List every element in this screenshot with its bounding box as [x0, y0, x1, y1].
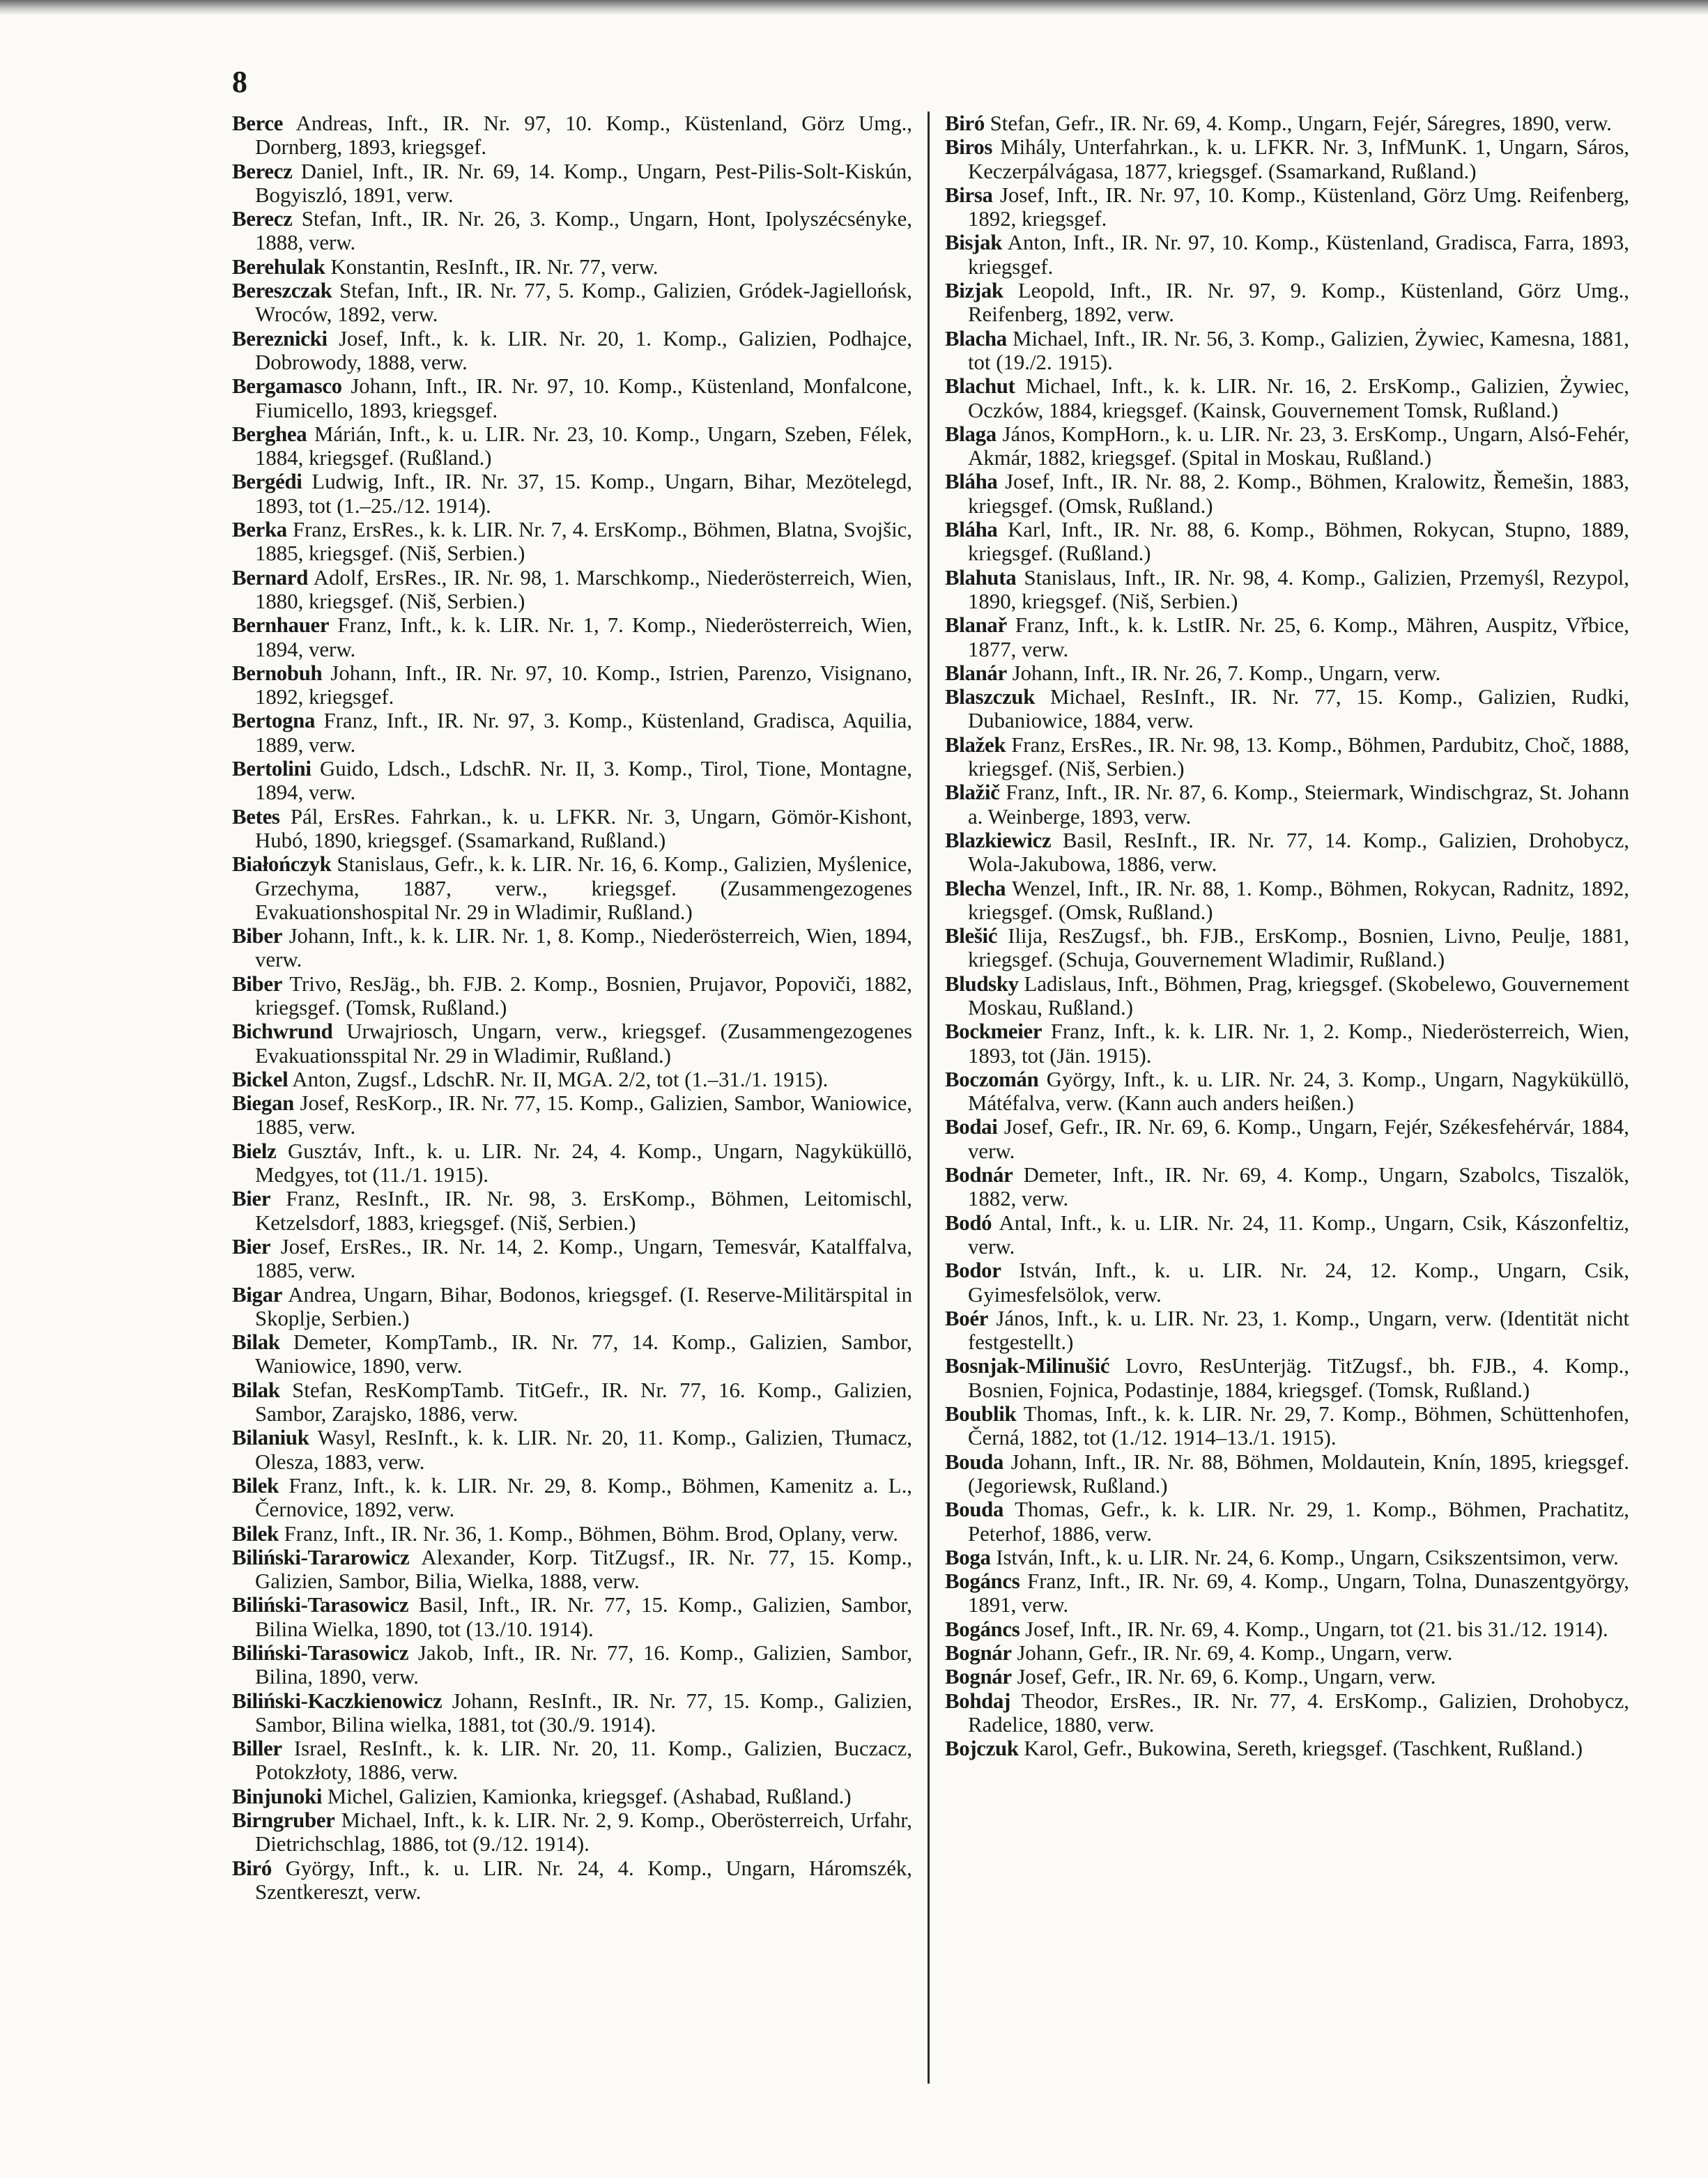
- entry-surname: Bosnjak-Milinušić: [945, 1354, 1110, 1378]
- entry-surname: Bludsky: [945, 971, 1019, 996]
- entry-surname: Bilek: [232, 1473, 279, 1498]
- entry-details: János, KompHorn., k. u. LIR. Nr. 23, 3. ErsKomp., Ungarn, Alsó-Fehér, Akmár, 1882, kriegsgef. (Spital in Moskau, Rußland.): [968, 422, 1630, 470]
- entry-surname: Berecz: [232, 159, 293, 183]
- entry-details: Anton, Zugsf., LdschR. Nr. II, MGA. 2/2, tot (1.–31./1. 1915).: [292, 1067, 829, 1091]
- entry-details: Karl, Inft., IR. Nr. 88, 6. Komp., Böhmen, Rokycan, Stupno, 1889, kriegsgef. (Rußland.): [968, 518, 1630, 566]
- casualty-entry: [945, 733, 1629, 781]
- casualty-entry: [945, 1068, 1629, 1116]
- entry-details: Michael, Inft., IR. Nr. 56, 3. Komp., Galizien, Żywiec, Kamesna, 1881, tot (19./2. 1915).: [968, 326, 1629, 374]
- casualty-entry: [945, 1259, 1629, 1307]
- entry-details: Thomas, Inft., k. k. LIR. Nr. 29, 7. Komp., Böhmen, Schüttenhofen, Černá, 1882, tot (1./12. 1914–13./1. 1915).: [968, 1402, 1629, 1450]
- entry-details: Wasyl, ResInft., k. k. LIR. Nr. 20, 11. Komp., Galizien, Tłumacz, Olesza, 1883, verw.: [255, 1426, 912, 1474]
- entry-details: Adolf, ErsRes., IR. Nr. 98, 1. Marschkomp., Niederösterreich, Wien, 1880, kriegsgef. (Niš, Serbien.): [255, 565, 912, 613]
- entry-details: Josef, Gefr., IR. Nr. 69, 6. Komp., Ungarn, Fejér, Székesfehérvár, 1884, verw.: [968, 1115, 1630, 1163]
- entry-details: Michel, Galizien, Kamionka, kriegsgef. (Ashabad, Rußland.): [327, 1784, 852, 1808]
- casualty-entry: [945, 1737, 1629, 1760]
- entry-surname: Bickel: [232, 1067, 288, 1091]
- entry-surname: Birngruber: [232, 1808, 335, 1833]
- entry-surname: Bodnár: [945, 1163, 1013, 1187]
- casualty-entry: [945, 1402, 1629, 1450]
- entry-details: György, Inft., k. u. LIR. Nr. 24, 3. Komp., Ungarn, Nagyküküllö, Mátéfalva, verw. (Kann auch anders heißen.): [968, 1067, 1629, 1116]
- column-divider: [928, 111, 930, 2084]
- casualty-entry: [945, 1689, 1629, 1737]
- casualty-entry: [945, 1307, 1629, 1355]
- casualty-entry: [945, 1354, 1629, 1402]
- entry-details: Ladislaus, Inft., Böhmen, Prag, kriegsgef. (Skobelewo, Gouvernement Moskau, Rußland.): [968, 971, 1629, 1020]
- casualty-entry: [232, 1426, 912, 1474]
- entry-surname: Berghea: [232, 422, 307, 446]
- casualty-entry: [232, 1091, 912, 1139]
- entry-details: Jakob, Inft., IR. Nr. 77, 16. Komp., Galizien, Sambor, Bilina, 1890, verw.: [255, 1641, 913, 1689]
- entry-details: Josef, Inft., IR. Nr. 69, 4. Komp., Ungarn, tot (21. bis 31./12. 1914).: [1025, 1617, 1608, 1641]
- entry-surname: Biliński-Kaczkienowicz: [232, 1688, 443, 1713]
- right-column: [945, 111, 1629, 1760]
- entry-surname: Bernobuh: [232, 661, 323, 685]
- casualty-entry: [232, 279, 912, 327]
- entry-surname: Berecz: [232, 207, 293, 231]
- entry-details: Michael, ResInft., IR. Nr. 77, 15. Komp., Galizien, Rudki, Dubaniowice, 1884, verw.: [968, 685, 1630, 733]
- entry-details: Josef, Gefr., IR. Nr. 69, 6. Komp., Ungarn, verw.: [1017, 1665, 1436, 1689]
- entry-details: Stanislaus, Inft., IR. Nr. 98, 4. Komp., Galizien, Przemyśl, Rezypol, 1890, kriegsgef. (Niš, Serbien.): [968, 565, 1629, 613]
- casualty-entry: [232, 1785, 912, 1808]
- entry-details: Lovro, ResUnterjäg. TitZugsf., bh. FJB., 4. Komp., Bosnien, Fojnica, Podastinje, 1884, kriegsgef. (Tomsk, Rußland.): [968, 1354, 1629, 1402]
- entry-surname: Boér: [945, 1306, 989, 1330]
- casualty-entry: [232, 1283, 912, 1331]
- entry-surname: Bertolini: [232, 757, 311, 781]
- entry-details: Josef, ErsRes., IR. Nr. 14, 2. Komp., Ungarn, Temesvár, Katalffalva, 1885, verw.: [255, 1234, 912, 1283]
- entry-details: Franz, Inft., k. k. LIR. Nr. 1, 2. Komp., Niederösterreich, Wien, 1893, tot (Jän. 1915).: [968, 1020, 1630, 1068]
- casualty-entry: [232, 661, 912, 709]
- entry-details: Andrea, Ungarn, Bihar, Bodonos, kriegsgef. (I. Reserve-Militärspital in Skoplje, Serbien.): [255, 1282, 912, 1330]
- left-column: [232, 111, 912, 1904]
- entry-surname: Biller: [232, 1737, 282, 1761]
- casualty-entry: [945, 829, 1629, 877]
- casualty-entry: [945, 924, 1629, 972]
- entry-details: Márián, Inft., k. u. LIR. Nr. 23, 10. Komp., Ungarn, Szeben, Félek, 1884, kriegsgef. (Rußland.): [255, 422, 912, 470]
- entry-surname: Bilaniuk: [232, 1426, 309, 1450]
- casualty-entry: [945, 566, 1629, 614]
- entry-details: Franz, Inft., k. k. LstIR. Nr. 25, 6. Komp., Mähren, Auspitz, Vřbice, 1877, verw.: [968, 613, 1629, 661]
- entry-surname: Biliński-Tarasowicz: [232, 1593, 409, 1617]
- casualty-entry: [232, 1737, 912, 1785]
- entry-details: György, Inft., k. u. LIR. Nr. 24, 4. Komp., Ungarn, Háromszék, Szentkereszt, verw.: [255, 1856, 912, 1904]
- entry-surname: Bodai: [945, 1115, 998, 1139]
- entry-details: Franz, Inft., IR. Nr. 69, 4. Komp., Ungarn, Tolna, Dunaszentgyörgy, 1891, verw.: [968, 1569, 1629, 1617]
- entry-details: Franz, Inft., k. k. LIR. Nr. 29, 8. Komp., Böhmen, Kamenitz a. L., Černovice, 1892, verw.: [255, 1473, 912, 1522]
- casualty-entry: [232, 852, 912, 924]
- entry-details: Trivo, ResJäg., bh. FJB. 2. Komp., Bosnien, Prujavor, Popoviči, 1882, kriegsgef. (Tomsk, Rußland.): [255, 971, 912, 1020]
- casualty-entry: [945, 1665, 1629, 1688]
- entry-details: Anton, Inft., IR. Nr. 97, 10. Komp., Küstenland, Gradisca, Farra, 1893, kriegsgef.: [968, 231, 1629, 279]
- entry-surname: Blaszczuk: [945, 685, 1036, 709]
- entry-details: Franz, ErsRes., IR. Nr. 98, 13. Komp., Böhmen, Pardubitz, Choč, 1888, kriegsgef. (Niš, Serbien.): [968, 732, 1630, 781]
- entry-surname: Blažič: [945, 780, 1000, 805]
- casualty-entry: [232, 1068, 912, 1091]
- entry-surname: Bertogna: [232, 709, 316, 733]
- casualty-entry: [945, 470, 1629, 518]
- casualty-entry: [232, 160, 912, 208]
- entry-details: Michael, Inft., k. k. LIR. Nr. 16, 2. ErsKomp., Galizien, Żywiec, Oczków, 1884, kriegsgef. (Kainsk, Gouvernement Tomsk, Rußland.): [968, 374, 1629, 422]
- entry-surname: Blacha: [945, 326, 1007, 351]
- casualty-entry: [232, 327, 912, 375]
- casualty-entry: [232, 1330, 912, 1378]
- entry-details: Johann, Inft., IR. Nr. 97, 10. Komp., Küstenland, Monfalcone, Fiumicello, 1893, kriegsgef.: [255, 374, 913, 422]
- entry-surname: Berce: [232, 111, 284, 135]
- casualty-entry: [945, 422, 1629, 470]
- entry-details: Demeter, KompTamb., IR. Nr. 77, 14. Komp., Galizien, Sambor, Waniowice, 1890, verw.: [255, 1330, 912, 1378]
- entry-surname: Biliński-Tararowicz: [232, 1545, 410, 1569]
- entry-surname: Bernard: [232, 565, 309, 590]
- entry-surname: Bohdaj: [945, 1688, 1011, 1713]
- entry-surname: Berka: [232, 518, 287, 542]
- casualty-entry: [232, 566, 912, 614]
- entry-surname: Bláha: [945, 470, 998, 494]
- entry-surname: Bouda: [945, 1449, 1004, 1474]
- entry-surname: Bergamasco: [232, 374, 342, 399]
- entry-surname: Biliński-Tarasowicz: [232, 1641, 409, 1665]
- casualty-entry: [232, 613, 912, 661]
- entry-surname: Blanař: [945, 613, 1007, 638]
- entry-surname: Berehulak: [232, 254, 325, 279]
- entry-surname: Bizjak: [945, 279, 1003, 303]
- entry-details: Franz, Inft., IR. Nr. 97, 3. Komp., Küstenland, Gradisca, Aquilia, 1889, verw.: [255, 709, 912, 757]
- entry-surname: Bielz: [232, 1139, 277, 1163]
- casualty-entry: [232, 1689, 912, 1737]
- entry-details: Franz, ResInft., IR. Nr. 98, 3. ErsKomp., Böhmen, Leitomischl, Ketzelsdorf, 1883, kriegsgef. (Niš, Serbien.): [255, 1187, 912, 1235]
- entry-surname: Bojczuk: [945, 1737, 1019, 1761]
- casualty-entry: [945, 135, 1629, 183]
- entry-surname: Bogáncs: [945, 1569, 1020, 1594]
- entry-surname: Bier: [232, 1187, 271, 1211]
- casualty-entry: [945, 972, 1629, 1020]
- entry-details: Urwajriosch, Ungarn, verw., kriegsgef. (Zusammengezogenes Evakuationsspital Nr. 29 in Wladimir, Rußland.): [255, 1020, 912, 1068]
- entry-details: István, Inft., k. u. LIR. Nr. 24, 6. Komp., Ungarn, Csikszentsimon, verw.: [996, 1545, 1619, 1569]
- entry-details: Israel, ResInft., k. k. LIR. Nr. 20, 11. Komp., Galizien, Buczacz, Potokzłoty, 1886, verw.: [255, 1737, 912, 1785]
- entry-details: Mihály, Unterfahrkan., k. u. LFKR. Nr. 3, InfMunK. 1, Ungarn, Sáros, Keczerpálvágasa, 1877, kriegsgef. (Ssamarkand, Rußland.): [968, 135, 1629, 183]
- entry-details: Josef, Inft., IR. Nr. 88, 2. Komp., Böhmen, Kralowitz, Řemešin, 1883, kriegsgef. (Omsk, Rußland.): [968, 470, 1629, 518]
- entry-details: Johann, Inft., IR. Nr. 88, Böhmen, Moldautein, Knín, 1895, kriegsgef. (Jegoriewsk, Rußland.): [968, 1449, 1629, 1498]
- casualty-entry: [945, 1498, 1629, 1546]
- entry-details: Konstantin, ResInft., IR. Nr. 77, verw.: [330, 254, 659, 279]
- entry-surname: Biber: [232, 924, 283, 948]
- casualty-entry: [945, 661, 1629, 685]
- casualty-entry: [945, 327, 1629, 375]
- entry-details: Stanislaus, Gefr., k. k. LIR. Nr. 16, 6. Komp., Galizien, Myślenice, Grzechyma, 1887, verw., kriegsgef. (Zusammengezogenes Evakuationshospital Nr. 29 in Wladimir, Rußland.): [255, 852, 913, 924]
- entry-surname: Bereszczak: [232, 279, 332, 303]
- casualty-entry: [945, 279, 1629, 327]
- entry-surname: Blecha: [945, 876, 1006, 900]
- entry-surname: Bilak: [232, 1330, 280, 1355]
- entry-details: Daniel, Inft., IR. Nr. 69, 14. Komp., Ungarn, Pest-Pilis-Solt-Kiskún, Bogyiszló, 1891, verw.: [255, 159, 912, 207]
- casualty-entry: [945, 1617, 1629, 1641]
- casualty-entry: [232, 1235, 912, 1283]
- entry-surname: Blažek: [945, 732, 1006, 757]
- entry-details: János, Inft., k. u. LIR. Nr. 23, 1. Komp., Ungarn, verw. (Identität nicht festgestellt.): [968, 1306, 1629, 1355]
- entry-surname: Bergédi: [232, 470, 302, 494]
- casualty-entry: [232, 518, 912, 566]
- casualty-entry: [232, 1139, 912, 1187]
- entry-details: Josef, ResKorp., IR. Nr. 77, 15. Komp., Galizien, Sambor, Waniowice, 1885, verw.: [255, 1091, 913, 1139]
- entry-surname: Białończyk: [232, 852, 332, 877]
- entry-details: Ilija, ResZugsf., bh. FJB., ErsKomp., Bosnien, Livno, Peulje, 1881, kriegsgef. (Schuja, Gouvernement Wladimir, Rußland.): [968, 924, 1630, 972]
- entry-details: Stefan, Gefr., IR. Nr. 69, 4. Komp., Ungarn, Fejér, Sáregres, 1890, verw.: [990, 111, 1612, 135]
- entry-surname: Bier: [232, 1234, 271, 1259]
- casualty-entry: [232, 1546, 912, 1594]
- entry-details: Franz, ErsRes., k. k. LIR. Nr. 7, 4. ErsKomp., Böhmen, Blatna, Svojšic, 1885, kriegsgef. (Niš, Serbien.): [255, 518, 912, 566]
- casualty-entry: [232, 1187, 912, 1235]
- entry-details: Josef, Inft., IR. Nr. 97, 10. Komp., Küstenland, Görz Umg. Reifenberg, 1892, kriegsgef.: [968, 183, 1629, 231]
- entry-surname: Bilak: [232, 1378, 280, 1402]
- entry-surname: Bognár: [945, 1665, 1012, 1689]
- casualty-entry: [945, 111, 1629, 135]
- entry-details: Stefan, Inft., IR. Nr. 77, 5. Komp., Galizien, Gródek-Jagiellońsk, Wroców, 1892, verw.: [255, 279, 912, 327]
- casualty-entry: [945, 613, 1629, 661]
- entry-details: Johann, Inft., IR. Nr. 26, 7. Komp., Ungarn, verw.: [1012, 661, 1441, 685]
- entry-details: Thomas, Gefr., k. k. LIR. Nr. 29, 1. Komp., Böhmen, Prachatitz, Peterhof, 1886, verw.: [968, 1498, 1629, 1546]
- casualty-entry: [232, 111, 912, 160]
- casualty-entry: [232, 972, 912, 1020]
- entry-details: Johann, ResInft., IR. Nr. 77, 15. Komp., Galizien, Sambor, Bilina wielka, 1881, tot (30./9. 1914).: [255, 1688, 912, 1737]
- casualty-entry: [232, 1856, 912, 1905]
- entry-details: Johann, Inft., k. k. LIR. Nr. 1, 8. Komp., Niederösterreich, Wien, 1894, verw.: [255, 924, 912, 972]
- entry-details: Michael, Inft., k. k. LIR. Nr. 2, 9. Komp., Oberösterreich, Urfahr, Dietrichschlag, 1886, tot (9./12. 1914).: [255, 1808, 912, 1856]
- entry-surname: Boga: [945, 1545, 991, 1569]
- casualty-entry: [232, 924, 912, 972]
- page-number: 8: [232, 65, 248, 99]
- casualty-entry: [945, 374, 1629, 422]
- scan-top-shadow: [0, 0, 1708, 15]
- entry-surname: Blazkiewicz: [945, 828, 1052, 852]
- casualty-entry: [232, 1020, 912, 1068]
- entry-surname: Blanár: [945, 661, 1007, 685]
- casualty-entry: [232, 207, 912, 255]
- entry-surname: Bernhauer: [232, 613, 330, 638]
- entry-details: Johann, Inft., IR. Nr. 97, 10. Komp., Istrien, Parenzo, Visignano, 1892, kriegsgef.: [255, 661, 912, 709]
- entry-surname: Bodor: [945, 1259, 1001, 1283]
- casualty-entry: [945, 183, 1629, 231]
- entry-details: István, Inft., k. u. LIR. Nr. 24, 12. Komp., Ungarn, Csik, Gyimesfelsölok, verw.: [968, 1259, 1629, 1307]
- entry-surname: Betes: [232, 804, 280, 829]
- entry-details: Stefan, ResKompTamb. TitGefr., IR. Nr. 77, 16. Komp., Galizien, Sambor, Zarajsko, 1886, verw.: [255, 1378, 912, 1426]
- casualty-entry: [232, 470, 912, 518]
- entry-details: Josef, Inft., k. k. LIR. Nr. 20, 1. Komp., Galizien, Podhajce, Dobrowody, 1888, verw.: [255, 326, 913, 374]
- entry-surname: Biró: [232, 1856, 272, 1880]
- entry-details: Demeter, Inft., IR. Nr. 69, 4. Komp., Ungarn, Szabolcs, Tiszalök, 1882, verw.: [968, 1163, 1629, 1211]
- entry-surname: Bigar: [232, 1282, 283, 1307]
- entry-details: Karol, Gefr., Bukowina, Sereth, kriegsgef. (Taschkent, Rußland.): [1024, 1737, 1583, 1761]
- casualty-entry: [232, 255, 912, 279]
- casualty-entry: [945, 1115, 1629, 1163]
- casualty-entry: [232, 1378, 912, 1426]
- casualty-entry: [945, 877, 1629, 925]
- casualty-entry: [945, 1450, 1629, 1498]
- casualty-entry: [232, 1522, 912, 1546]
- casualty-entry: [945, 1163, 1629, 1211]
- entry-surname: Boublik: [945, 1402, 1017, 1426]
- casualty-entry: [232, 1808, 912, 1856]
- entry-surname: Boczomán: [945, 1067, 1039, 1091]
- entry-surname: Bichwrund: [232, 1020, 333, 1044]
- casualty-entry: [945, 1569, 1629, 1617]
- entry-surname: Biegan: [232, 1091, 294, 1116]
- entry-details: Basil, Inft., IR. Nr. 77, 15. Komp., Galizien, Sambor, Bilina Wielka, 1890, tot (13./10. 1914).: [255, 1593, 912, 1641]
- entry-surname: Blahuta: [945, 565, 1017, 590]
- entry-details: Pál, ErsRes. Fahrkan., k. u. LFKR. Nr. 3, Ungarn, Gömör-Kishont, Hubó, 1890, kriegsgef. (Ssamarkand, Rußland.): [255, 804, 913, 852]
- casualty-entry: [232, 709, 912, 757]
- casualty-entry: [945, 1020, 1629, 1068]
- entry-details: Stefan, Inft., IR. Nr. 26, 3. Komp., Ungarn, Hont, Ipolyszécsényke, 1888, verw.: [255, 207, 912, 255]
- entry-surname: Biros: [945, 135, 993, 160]
- casualty-entry: [945, 780, 1629, 829]
- entry-details: Ludwig, Inft., IR. Nr. 37, 15. Komp., Ungarn, Bihar, Mezötelegd, 1893, tot (1.–25./12. 1914).: [255, 470, 912, 518]
- entry-surname: Blaga: [945, 422, 997, 446]
- entry-details: Theodor, ErsRes., IR. Nr. 77, 4. ErsKomp., Galizien, Drohobycz, Radelice, 1880, verw.: [968, 1688, 1629, 1737]
- entry-details: Guido, Ldsch., LdschR. Nr. II, 3. Komp., Tirol, Tione, Montagne, 1894, verw.: [255, 757, 912, 805]
- entry-details: Basil, ResInft., IR. Nr. 77, 14. Komp., Galizien, Drohobycz, Wola-Jakubowa, 1886, verw.: [968, 828, 1630, 877]
- entry-details: Leopold, Inft., IR. Nr. 97, 9. Komp., Küstenland, Görz Umg., Reifenberg, 1892, verw.: [968, 279, 1629, 327]
- casualty-entry: [232, 1593, 912, 1641]
- entry-details: Antal, Inft., k. u. LIR. Nr. 24, 11. Komp., Ungarn, Csik, Kászonfeltiz, verw.: [968, 1210, 1629, 1259]
- entry-surname: Blachut: [945, 374, 1015, 399]
- entry-surname: Bilek: [232, 1521, 279, 1546]
- casualty-entry: [945, 518, 1629, 566]
- casualty-entry: [945, 685, 1629, 733]
- entry-surname: Blešić: [945, 924, 998, 948]
- entry-details: Franz, Inft., IR. Nr. 36, 1. Komp., Böhmen, Böhm. Brod, Oplany, verw.: [284, 1521, 898, 1546]
- casualty-entry: [232, 422, 912, 470]
- casualty-entry: [232, 805, 912, 853]
- entry-details: Gusztáv, Inft., k. u. LIR. Nr. 24, 4. Komp., Ungarn, Nagyküküllö, Medgyes, tot (11./1. 1915).: [255, 1139, 912, 1187]
- entry-details: Franz, Inft., k. k. LIR. Nr. 1, 7. Komp., Niederösterreich, Wien, 1894, verw.: [255, 613, 913, 661]
- entry-details: Franz, Inft., IR. Nr. 87, 6. Komp., Steiermark, Windischgraz, St. Johann a. Weinberge, 1893, verw.: [968, 780, 1630, 829]
- entry-surname: Bogáncs: [945, 1617, 1020, 1641]
- entry-surname: Bouda: [945, 1498, 1004, 1522]
- entry-surname: Bodó: [945, 1210, 992, 1235]
- casualty-entry: [945, 1641, 1629, 1665]
- entry-surname: Bereznicki: [232, 326, 328, 351]
- entry-surname: Bláha: [945, 518, 998, 542]
- entry-details: Alexander, Korp. TitZugsf., IR. Nr. 77, 15. Komp., Galizien, Sambor, Bilia, Wielka, 1888, verw.: [255, 1545, 912, 1594]
- casualty-entry: [945, 1211, 1629, 1259]
- entry-surname: Bognár: [945, 1641, 1012, 1665]
- entry-details: Wenzel, Inft., IR. Nr. 88, 1. Komp., Böhmen, Rokycan, Radnitz, 1892, kriegsgef. (Omsk, Rußland.): [968, 876, 1629, 924]
- entry-details: Andreas, Inft., IR. Nr. 97, 10. Komp., Küstenland, Görz Umg., Dornberg, 1893, kriegsgef.: [255, 111, 913, 160]
- casualty-entry: [232, 1641, 912, 1689]
- casualty-entry: [232, 1474, 912, 1522]
- casualty-entry: [232, 374, 912, 422]
- casualty-entry: [232, 757, 912, 805]
- casualty-entry: [945, 1546, 1629, 1569]
- entry-surname: Bockmeier: [945, 1020, 1043, 1044]
- entry-surname: Biber: [232, 971, 283, 996]
- entry-surname: Bisjak: [945, 231, 1003, 255]
- entry-surname: Binjunoki: [232, 1784, 323, 1808]
- casualty-entry: [945, 231, 1629, 279]
- entry-surname: Birsa: [945, 183, 993, 207]
- entry-details: Johann, Gefr., IR. Nr. 69, 4. Komp., Ungarn, verw.: [1017, 1641, 1453, 1665]
- entry-surname: Biró: [945, 111, 985, 135]
